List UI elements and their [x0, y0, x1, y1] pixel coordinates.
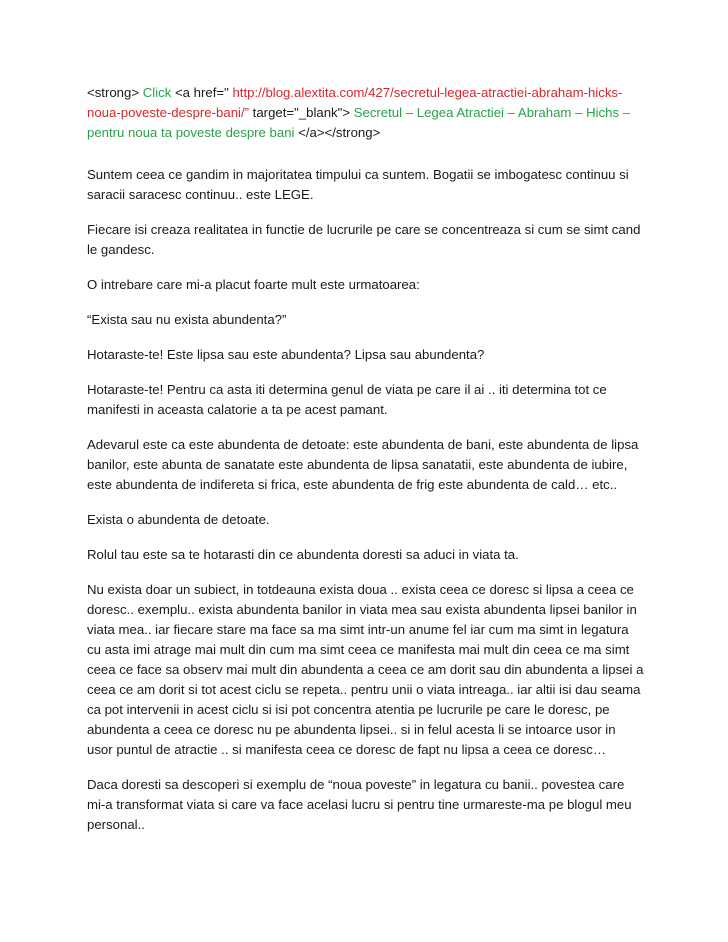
- html-link-snippet: [87, 83, 644, 143]
- paragraph: Suntem ceea ce gandim in majoritatea timpului ca suntem. Bogatii se imbogatesc continuu si saracii saracesc continuu.. este LEGE.: [87, 167, 629, 202]
- paragraph: Rolul tau este sa te hotarasti din ce abundenta doresti sa aduci in viata ta.: [87, 547, 519, 562]
- link-url[interactable]: http://blog.alextita.com/427/secretul-legea-atractiei-abraham-hicks-noua-poveste-despre-bani/”: [87, 85, 623, 120]
- anchor-open-tag: <a href=": [174, 85, 229, 100]
- paragraph: Exista o abundenta de detoate.: [87, 512, 270, 527]
- paragraph: Nu exista doar un subiect, in totdeauna exista doua .. exista ceea ce doresc si lipsa a ceea ce doresc.. exemplu.. exista abundenta banilor in viata mea sau exista abundenta lipsei banilor in viata mea.. iar fiecare stare ma face sa ma simt intr-un anume fel iar cum ma simt in legatura cu asta imi atrage mai mult din cum ma simt ceea ce manifesta mai mult din ceea ce ma simt ceea ce face sa observ mai mult din abundenta a ceea ce am dorit sau din abundenta a lipsei a ceea ce am dorit si tot acest ciclu se repeta.. pentru unii o viata intreaga.. iar altii isi dau seama ca pot intervenii in acest ciclu si isi pot concentra atentia pe lucrurile pe care le doresc, pe abundenta a ceea ce doresc nu pe abundenta lipsei.. si in felul acesta li se intoarce usor in usor puntul de atractie .. si manifesta ceea ce doresc de fapt nu lipsa a ceea ce doresc…: [87, 582, 644, 757]
- strong-open-tag: <strong>: [87, 85, 140, 100]
- closing-tags: </a></strong>: [298, 125, 381, 140]
- link-text[interactable]: Secretul – Legea Atractiei – Abraham – Hichs – pentru noua ta poveste despre bani: [87, 105, 631, 140]
- paragraph: Hotaraste-te! Pentru ca asta iti determina genul de viata pe care il ai .. iti determina tot ce manifesti in aceasta calatorie a ta pe acest pamant.: [87, 382, 607, 417]
- paragraph: O intrebare care mi-a placut foarte mult este urmatoarea:: [87, 277, 420, 292]
- paragraph: “Exista sau nu exista abundenta?”: [87, 312, 287, 327]
- paragraph: Hotaraste-te! Este lipsa sau este abundenta? Lipsa sau abundenta?: [87, 347, 485, 362]
- paragraph: Fiecare isi creaza realitatea in functie de lucrurile pe care se concentreaza si cum se simt cand le gandesc.: [87, 222, 641, 257]
- paragraph: Daca doresti sa descoperi si exemplu de “noua poveste” in legatura cu banii.. povestea care mi-a transformat viata si care va face acelasi lucru si pentru tine urmareste-ma pe blogul meu personal..: [87, 777, 632, 832]
- click-word: Click: [142, 85, 172, 100]
- target-attribute: target="_blank">: [249, 105, 351, 120]
- paragraph: Adevarul este ca este abundenta de detoate: este abundenta de bani, este abundenta de lipsa banilor, este abunta de sanatate este abundenta de lipsa sanatatii, este abundenta de iubire, este abundenta de indifereta si frica, este abundenta de frig este abundenta de cald… etc..: [87, 437, 639, 492]
